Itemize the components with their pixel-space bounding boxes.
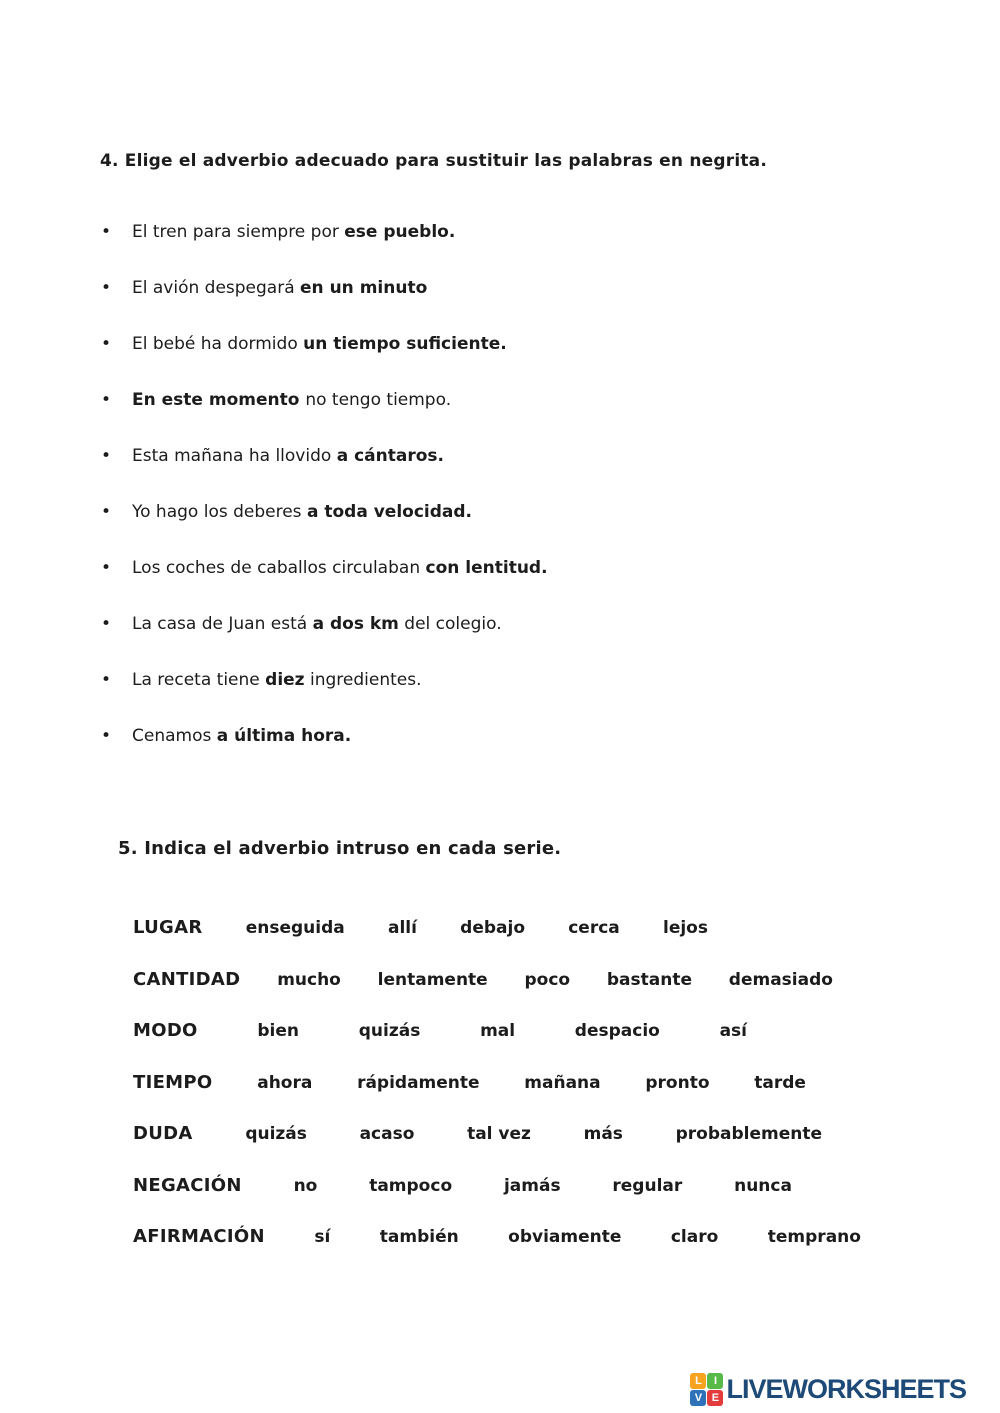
- sentence-text: [132, 221, 455, 243]
- series-row: [133, 1226, 861, 1278]
- bullet-item: [101, 445, 921, 501]
- series-word[interactable]: debajo: [460, 918, 526, 938]
- series-word[interactable]: quizás: [358, 1021, 421, 1041]
- sentence-segment: El avión despegará: [132, 278, 301, 298]
- sentence-text: [132, 725, 351, 747]
- series-word[interactable]: bien: [257, 1021, 300, 1041]
- series-word[interactable]: nunca: [734, 1175, 792, 1196]
- series-row: [133, 1123, 822, 1175]
- sentence-text: [132, 389, 451, 411]
- exercise-4-sentence-list: [101, 221, 921, 781]
- series-word[interactable]: mal: [480, 1021, 516, 1041]
- series-word[interactable]: despacio: [574, 1021, 660, 1041]
- series-word[interactable]: enseguida: [245, 918, 345, 938]
- sentence-segment-bold: En este momento: [132, 390, 306, 410]
- sentence-segment: El tren para siempre por: [132, 222, 345, 242]
- series-word[interactable]: quizás: [245, 1124, 307, 1144]
- bullet-marker: •: [101, 446, 112, 466]
- series-word[interactable]: tampoco: [369, 1175, 453, 1196]
- exercise-5-heading: 5. Indica el adverbio intruso en cada serie.: [118, 838, 562, 859]
- sentence-segment-bold: en un minuto: [300, 278, 428, 298]
- bullet-marker: •: [101, 614, 112, 634]
- series-word[interactable]: rápidamente: [357, 1072, 480, 1093]
- sentence-segment-bold: con lentitud.: [425, 558, 548, 578]
- series-category: DUDA: [133, 1123, 193, 1144]
- sentence-segment: Cenamos: [132, 726, 217, 746]
- series-word[interactable]: sí: [314, 1227, 331, 1247]
- series-word[interactable]: probablemente: [675, 1124, 822, 1144]
- bullet-marker: •: [101, 726, 112, 746]
- liveworksheets-footer: [690, 1373, 966, 1406]
- series-word[interactable]: temprano: [767, 1227, 861, 1247]
- sentence-text: [132, 669, 421, 691]
- sentence-segment: La casa de Juan está: [132, 614, 313, 634]
- series-word[interactable]: claro: [670, 1227, 719, 1247]
- sentence-segment-bold: ese pueblo.: [344, 222, 456, 242]
- series-word[interactable]: ahora: [257, 1072, 313, 1093]
- bullet-item: [101, 501, 921, 557]
- series-word[interactable]: mucho: [277, 969, 341, 990]
- bullet-item: [101, 613, 921, 669]
- series-word[interactable]: demasiado: [728, 969, 833, 990]
- series-word[interactable]: no: [293, 1175, 318, 1196]
- bullet-marker: •: [101, 670, 112, 690]
- sentence-segment: La receta tiene: [132, 670, 266, 690]
- bullet-marker: •: [101, 390, 112, 410]
- bullet-marker: •: [101, 334, 112, 354]
- bullet-item: [101, 557, 921, 613]
- series-word[interactable]: tal vez: [467, 1124, 531, 1144]
- sentence-text: [132, 557, 548, 579]
- series-row: [133, 1175, 792, 1227]
- series-category: MODO: [133, 1020, 198, 1041]
- exercise-5-series-list: [133, 917, 861, 1278]
- series-word[interactable]: poco: [524, 969, 571, 990]
- sentence-segment: no tengo tiempo.: [305, 390, 452, 410]
- series-category: AFIRMACIÓN: [133, 1226, 265, 1247]
- series-word[interactable]: tarde: [754, 1072, 806, 1093]
- sentence-segment-bold: a última hora.: [216, 726, 352, 746]
- bullet-item: [101, 221, 921, 277]
- series-word[interactable]: cerca: [568, 918, 620, 938]
- series-row: [133, 1072, 806, 1124]
- sentence-segment-bold: diez: [265, 670, 305, 690]
- sentence-segment-bold: un tiempo suficiente.: [303, 334, 507, 354]
- sentence-text: [132, 613, 502, 635]
- sentence-segment: Yo hago los deberes: [132, 502, 307, 522]
- logo-tile-e: E: [707, 1390, 723, 1406]
- sentence-segment: del colegio.: [398, 614, 502, 634]
- series-word[interactable]: bastante: [606, 969, 693, 990]
- series-word[interactable]: también: [379, 1227, 459, 1247]
- sentence-text: [132, 333, 507, 355]
- series-category: LUGAR: [133, 917, 203, 938]
- sentence-segment: Esta mañana ha llovido: [132, 446, 337, 466]
- series-word[interactable]: mañana: [524, 1072, 601, 1093]
- bullet-item: [101, 389, 921, 445]
- series-category: CANTIDAD: [133, 968, 241, 990]
- bullet-item: [101, 333, 921, 389]
- series-word[interactable]: regular: [612, 1175, 683, 1196]
- liveworksheets-brand-text: LIVEWORKSHEETS: [726, 1374, 966, 1404]
- series-word[interactable]: más: [583, 1124, 623, 1144]
- series-word[interactable]: lentamente: [377, 969, 488, 990]
- series-category: NEGACIÓN: [133, 1174, 242, 1196]
- logo-tile-l: L: [690, 1373, 706, 1389]
- series-category: TIEMPO: [133, 1071, 213, 1093]
- sentence-segment-bold: a cántaros.: [336, 446, 444, 466]
- series-word[interactable]: obviamente: [508, 1227, 622, 1247]
- bullet-item: [101, 277, 921, 333]
- series-word[interactable]: lejos: [663, 918, 708, 938]
- bullet-marker: •: [101, 278, 112, 298]
- bullet-marker: •: [101, 222, 112, 242]
- sentence-segment: Los coches de caballos circulaban: [132, 558, 426, 578]
- sentence-segment-bold: a toda velocidad.: [306, 502, 472, 522]
- exercise-4-heading: 4. Elige el adverbio adecuado para sustituir las palabras en negrita.: [100, 151, 768, 171]
- sentence-text: [132, 501, 472, 523]
- sentence-text: [132, 277, 427, 299]
- series-word[interactable]: acaso: [359, 1124, 415, 1144]
- bullet-item: [101, 669, 921, 725]
- series-word[interactable]: allí: [387, 918, 417, 938]
- bullet-item: [101, 725, 921, 781]
- series-word[interactable]: así: [719, 1021, 747, 1041]
- bullet-marker: •: [101, 502, 112, 522]
- logo-tile-i: I: [707, 1373, 723, 1389]
- series-word[interactable]: pronto: [645, 1072, 710, 1093]
- series-row: [133, 1020, 747, 1072]
- logo-tile-v: V: [690, 1390, 706, 1406]
- series-word[interactable]: jamás: [503, 1175, 561, 1196]
- series-row: [133, 969, 833, 1021]
- series-row: [133, 917, 708, 969]
- sentence-segment-bold: a dos km: [312, 614, 399, 634]
- sentence-segment: El bebé ha dormido: [132, 334, 304, 354]
- liveworksheets-logo-icon: [690, 1373, 723, 1406]
- bullet-marker: •: [101, 558, 112, 578]
- sentence-text: [132, 445, 444, 467]
- sentence-segment: ingredientes.: [304, 670, 422, 690]
